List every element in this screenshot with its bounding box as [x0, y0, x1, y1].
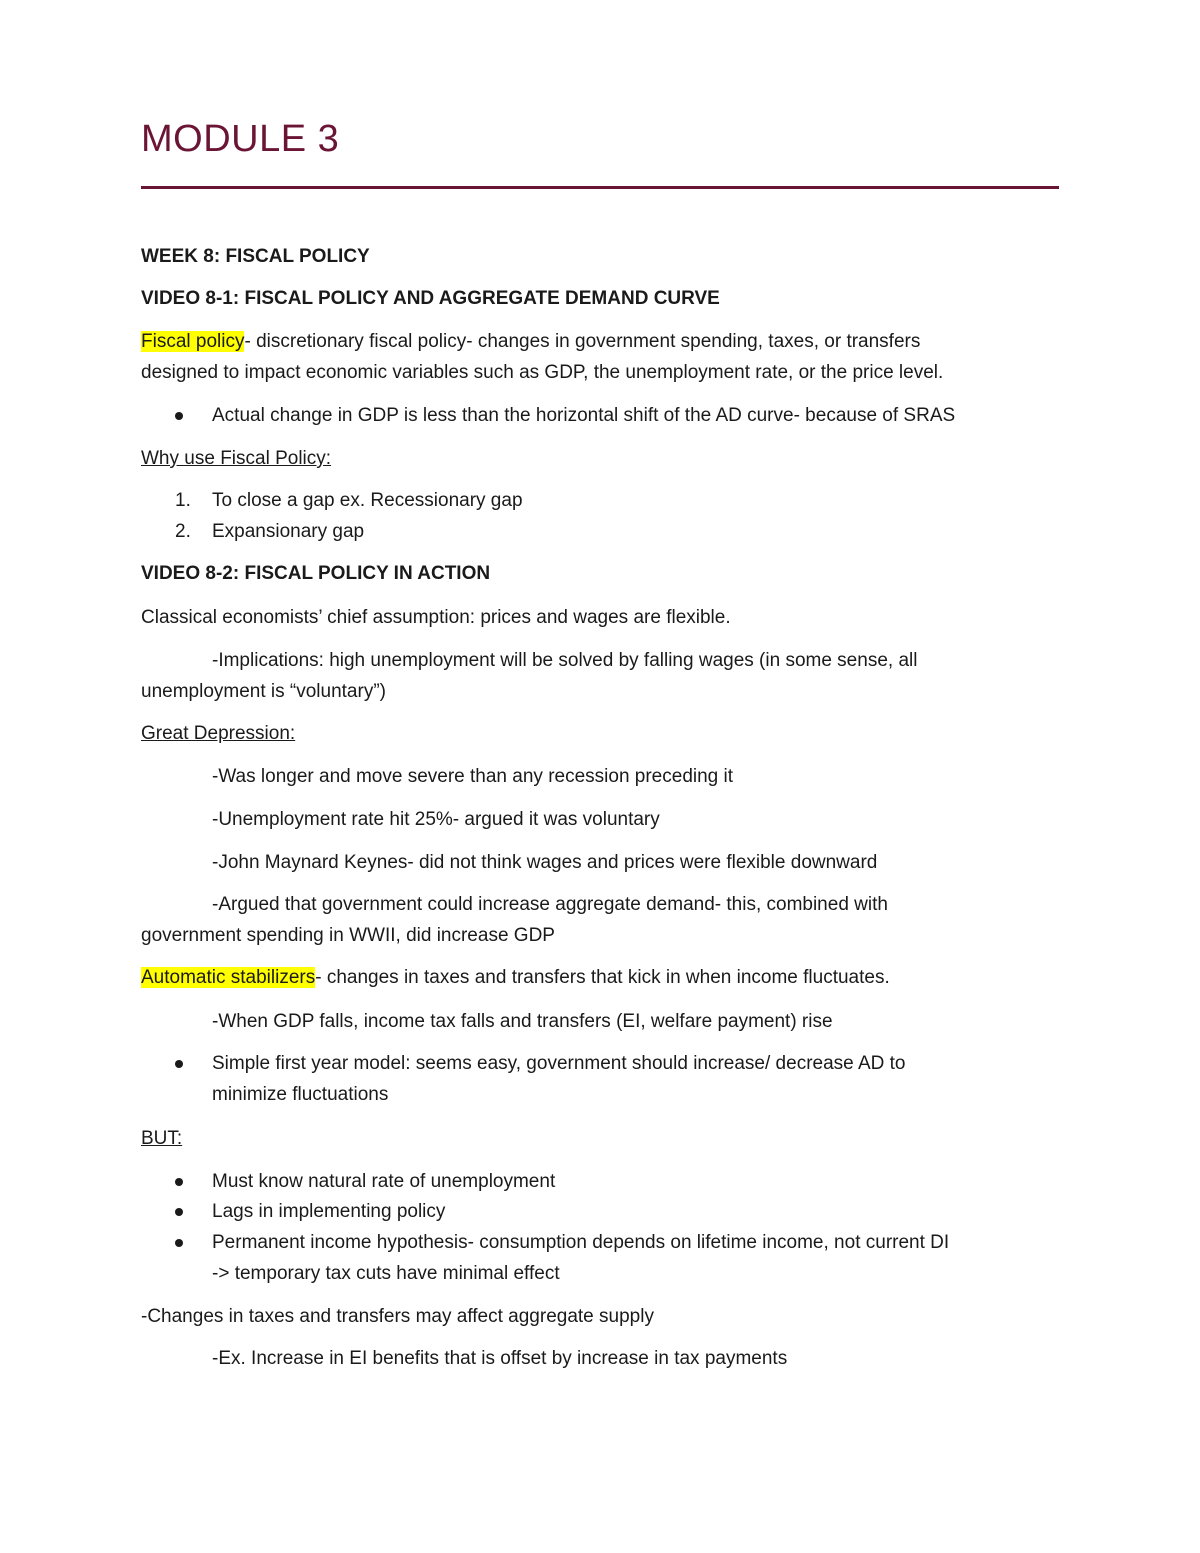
week-heading: WEEK 8: FISCAL POLICY [141, 246, 370, 267]
fiscal-policy-definition [141, 326, 920, 357]
paragraph: Classical economists’ chief assumption: prices and wages are flexible. [141, 607, 731, 628]
video-heading-2: VIDEO 8-2: FISCAL POLICY IN ACTION [141, 563, 491, 584]
bullet-dot [175, 412, 183, 420]
bullet-dot [175, 1060, 183, 1068]
definition-text: - changes in taxes and transfers that kick in when income fluctuates. [315, 967, 890, 988]
indented-paragraph: -When GDP falls, income tax falls and transfers (EI, welfare payment) rise [212, 1011, 833, 1032]
video-heading-1: VIDEO 8-1: FISCAL POLICY AND AGGREGATE DEMAND CURVE [141, 288, 720, 309]
automatic-stabilizers-definition [141, 962, 890, 993]
bullet-item: Lags in implementing policy [212, 1201, 446, 1222]
bullet-item: Must know natural rate of unemployment [212, 1171, 556, 1192]
bullet-item-continued: -> temporary tax cuts have minimal effect [212, 1263, 560, 1284]
paragraph-continued: government spending in WWII, did increase GDP [141, 925, 555, 946]
bullet-item: Simple first year model: seems easy, government should increase/ decrease AD to [212, 1053, 906, 1074]
highlighted-term: Automatic stabilizers [141, 967, 316, 988]
subheading-great-depression: Great Depression: [141, 723, 296, 744]
subheading-why: Why use Fiscal Policy: [141, 448, 332, 469]
page-title: MODULE 3 [141, 118, 340, 160]
bullet-item-continued: minimize fluctuations [212, 1084, 389, 1105]
bullet-dot [175, 1178, 183, 1186]
highlighted-term: Fiscal policy [141, 331, 245, 352]
indented-paragraph: -Was longer and move severe than any recession preceding it [212, 766, 734, 787]
indented-paragraph: -Implications: high unemployment will be solved by falling wages (in some sense, all [212, 650, 918, 671]
list-number: 2. [175, 521, 191, 542]
list-item: Expansionary gap [212, 521, 365, 542]
bullet-item: Permanent income hypothesis- consumption depends on lifetime income, not current DI [212, 1232, 950, 1253]
list-number: 1. [175, 490, 191, 511]
definition-continued: designed to impact economic variables such as GDP, the unemployment rate, or the price level. [141, 362, 944, 383]
bullet-dot [175, 1239, 183, 1247]
list-item: To close a gap ex. Recessionary gap [212, 490, 523, 511]
paragraph-continued: unemployment is “voluntary”) [141, 681, 386, 702]
indented-paragraph: -Ex. Increase in EI benefits that is offset by increase in tax payments [212, 1348, 788, 1369]
bullet-item: Actual change in GDP is less than the horizontal shift of the AD curve- because of SRAS [212, 405, 956, 426]
subheading-but: BUT: [141, 1128, 183, 1149]
definition-text: - discretionary fiscal policy- changes in government spending, taxes, or transfers [244, 331, 921, 352]
indented-paragraph: -John Maynard Keynes- did not think wages and prices were flexible downward [212, 852, 878, 873]
indented-paragraph: -Argued that government could increase aggregate demand- this, combined with [212, 894, 888, 915]
indented-paragraph: -Unemployment rate hit 25%- argued it was voluntary [212, 809, 660, 830]
paragraph: -Changes in taxes and transfers may affect aggregate supply [141, 1306, 654, 1327]
title-rule [141, 186, 1059, 189]
bullet-dot [175, 1208, 183, 1216]
